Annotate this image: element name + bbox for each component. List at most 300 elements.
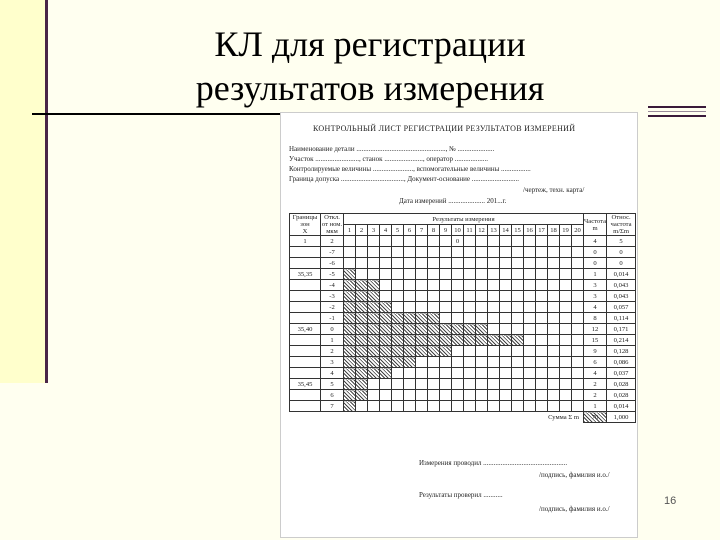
result-cell [464,324,476,335]
result-cell [416,401,428,412]
frequency-cell: 2 [584,379,607,390]
result-cell [548,291,560,302]
result-cell [416,291,428,302]
table-row [290,368,636,379]
result-cell [368,368,380,379]
slide-title-line-2: результатов измерения [195,68,545,108]
result-cell [356,401,368,412]
result-cell [428,280,440,291]
result-cell [548,346,560,357]
result-cell [524,313,536,324]
result-cell [464,368,476,379]
result-cell [500,313,512,324]
relative-frequency-cell: 0,043 [607,280,636,291]
result-cell [536,258,548,269]
result-cell [392,324,404,335]
result-cell [488,379,500,390]
result-cell [344,247,356,258]
result-cell [572,280,584,291]
result-cell [368,269,380,280]
result-cell [440,357,452,368]
result-cell [572,324,584,335]
table-row [290,357,636,368]
frequency-cell: 9 [584,346,607,357]
result-cell [368,302,380,313]
result-cell [572,236,584,247]
zone-cell [290,302,321,313]
result-cell [512,335,524,346]
result-cell [404,247,416,258]
result-cell [488,401,500,412]
result-cell [500,302,512,313]
result-cell [452,368,464,379]
result-cell [524,390,536,401]
result-column-header: 8 [428,225,440,236]
result-cell [452,269,464,280]
result-cell [572,357,584,368]
result-cell [356,324,368,335]
result-cell [512,357,524,368]
result-cell [356,302,368,313]
result-cell [476,258,488,269]
result-cell [368,335,380,346]
result-cell [476,302,488,313]
result-cell [416,368,428,379]
zone-header-label: Границы зон [292,214,318,228]
relative-frequency-cell: 0,028 [607,390,636,401]
result-cell [548,390,560,401]
result-cell [440,390,452,401]
result-cell [380,357,392,368]
result-cell [392,346,404,357]
deviation-cell: 6 [321,390,344,401]
result-cell [536,390,548,401]
result-cell [428,269,440,280]
result-cell [524,379,536,390]
result-cell [536,302,548,313]
result-cell [464,335,476,346]
result-cell [572,302,584,313]
deviation-cell: 4 [321,368,344,379]
sum-label: Сумма Σ m [548,413,579,421]
left-accent-panel [0,0,45,383]
result-cell [392,390,404,401]
result-cell [452,357,464,368]
result-cell [344,390,356,401]
result-cell [356,368,368,379]
result-cell [404,236,416,247]
result-cell [476,291,488,302]
result-cell [548,258,560,269]
result-cell [488,302,500,313]
deviation-cell: 2 [321,346,344,357]
result-cell [512,390,524,401]
result-cell [356,390,368,401]
result-cell [500,258,512,269]
result-cell [572,269,584,280]
table-row [290,379,636,390]
result-cell [392,269,404,280]
table-row [290,302,636,313]
result-cell [524,346,536,357]
result-cell [428,335,440,346]
result-cell [464,280,476,291]
result-cell [428,313,440,324]
table-row [290,390,636,401]
result-cell [464,269,476,280]
result-cell [512,258,524,269]
result-cell [356,236,368,247]
result-cell [356,357,368,368]
relative-frequency-cell: 5 [607,236,636,247]
result-cell [464,302,476,313]
result-cell [404,324,416,335]
result-cell [344,280,356,291]
result-cell [524,335,536,346]
table-row [290,280,636,291]
result-cell [536,313,548,324]
result-cell [548,368,560,379]
result-column-header: 3 [368,225,380,236]
result-column-header: 7 [416,225,428,236]
relative-frequency-cell: 0 [607,247,636,258]
result-column-header: 19 [560,225,572,236]
zone-cell [290,280,321,291]
relative-frequency-cell: 0 [607,258,636,269]
result-cell [464,379,476,390]
result-cell [500,236,512,247]
result-cell [560,302,572,313]
result-cell [404,401,416,412]
result-cell [524,357,536,368]
zone-cell [290,247,321,258]
table-row [290,313,636,324]
result-cell [416,324,428,335]
result-cell [464,357,476,368]
result-cell [380,280,392,291]
zone-cell: 35,45 [290,379,321,390]
zone-header [290,214,321,236]
result-cell [368,357,380,368]
result-cell [524,401,536,412]
result-cell [452,258,464,269]
result-cell [380,324,392,335]
result-cell [368,346,380,357]
result-cell [368,324,380,335]
table-row [290,269,636,280]
title-underline-right [648,106,706,120]
relative-frequency-cell: 0,171 [607,324,636,335]
result-cell [464,291,476,302]
result-cell [428,291,440,302]
result-column-header: 13 [488,225,500,236]
deviation-cell: -1 [321,313,344,324]
result-cell [344,313,356,324]
result-column-header: 6 [404,225,416,236]
result-cell [356,269,368,280]
result-cell [560,335,572,346]
zone-cell [290,346,321,357]
result-cell [476,368,488,379]
result-cell [488,335,500,346]
result-cell [440,236,452,247]
result-column-header: 20 [572,225,584,236]
result-column-header: 11 [464,225,476,236]
checked-signature: /подпись, фамилия и.о./ [539,505,610,513]
meta-line-site: Участок ........................., станок ......................, оператор ................... [289,155,489,163]
frequency-header: Частота m [584,214,607,236]
relative-frequency-cell: 0,037 [607,368,636,379]
result-cell [404,258,416,269]
result-cell [452,247,464,258]
result-column-header: 9 [440,225,452,236]
result-cell [512,236,524,247]
deviation-cell: 1 [321,335,344,346]
result-cell [476,269,488,280]
result-cell [488,368,500,379]
result-cell [344,269,356,280]
deviation-cell: -3 [321,291,344,302]
result-cell [440,368,452,379]
deviation-cell: -5 [321,269,344,280]
result-cell [464,236,476,247]
result-cell [476,379,488,390]
frequency-cell: 3 [584,291,607,302]
result-cell [428,379,440,390]
result-cell [524,324,536,335]
result-cell [500,280,512,291]
result-cell [488,269,500,280]
result-column-header: 2 [356,225,368,236]
deviation-cell: 3 [321,357,344,368]
result-cell [512,368,524,379]
result-cell [560,390,572,401]
result-cell [380,390,392,401]
meta-line-tolerance: Граница допуска ...................................., Документ-основание ........................... [289,175,519,183]
result-cell [512,269,524,280]
result-column-header: 5 [392,225,404,236]
result-cell [380,302,392,313]
result-cell [512,247,524,258]
result-cell [524,368,536,379]
result-cell [572,379,584,390]
slide-title [60,22,680,110]
result-cell [380,313,392,324]
result-cell [536,280,548,291]
page-number: 16 [664,495,677,507]
frequency-cell: 1 [584,269,607,280]
zone-cell [290,335,321,346]
result-column-header: 4 [380,225,392,236]
result-cell [428,324,440,335]
drawing-ref: /чертеж, техн. карта/ [523,186,585,194]
result-cell [344,291,356,302]
result-cell [440,280,452,291]
frequency-cell: 8 [584,313,607,324]
title-underline-left [32,113,282,115]
result-cell [452,401,464,412]
result-cell [416,313,428,324]
zone-cell [290,291,321,302]
result-cell [368,280,380,291]
result-cell [344,346,356,357]
result-cell [416,280,428,291]
result-cell [452,291,464,302]
result-cell [548,401,560,412]
result-cell [416,379,428,390]
zone-cell [290,357,321,368]
result-column-header: 15 [512,225,524,236]
result-cell [344,236,356,247]
result-cell [572,401,584,412]
zone-cell [290,258,321,269]
result-cell [500,269,512,280]
frequency-cell: 4 [584,302,607,313]
result-cell [536,357,548,368]
result-cell [404,335,416,346]
document-heading: КОНТРОЛЬНЫЙ ЛИСТ РЕГИСТРАЦИИ РЕЗУЛЬТАТОВ ИЗМЕРЕНИЙ [313,124,576,133]
result-cell [512,401,524,412]
result-cell [548,247,560,258]
result-cell [392,313,404,324]
result-cell [380,269,392,280]
result-cell [536,269,548,280]
result-cell [476,247,488,258]
result-cell [464,258,476,269]
result-cell [416,335,428,346]
result-cell [464,390,476,401]
result-cell [368,313,380,324]
result-cell [380,368,392,379]
result-cell [488,291,500,302]
frequency-cell: 2 [584,390,607,401]
sum-frequency: 70 [584,412,607,423]
result-cell [428,390,440,401]
result-column-header: 1 [344,225,356,236]
zone-cell [290,390,321,401]
result-cell [404,390,416,401]
result-cell [440,258,452,269]
result-cell [488,247,500,258]
result-column-header: 12 [476,225,488,236]
result-cell [404,269,416,280]
measured-by: Измерения проводил ................................................ [419,459,568,467]
zone-cell: 35,40 [290,324,321,335]
result-cell [452,324,464,335]
result-cell [524,258,536,269]
result-cell [536,291,548,302]
result-cell [500,247,512,258]
table-row [290,324,636,335]
left-accent-line [45,0,48,383]
result-column-header: 10 [452,225,464,236]
result-cell [512,324,524,335]
result-cell [392,236,404,247]
result-cell [440,247,452,258]
deviation-cell: 5 [321,379,344,390]
result-cell [380,346,392,357]
result-cell [440,401,452,412]
result-cell [392,357,404,368]
result-cell [404,346,416,357]
result-cell [404,313,416,324]
result-cell [560,401,572,412]
result-cell [548,236,560,247]
result-cell [572,258,584,269]
result-cell [344,258,356,269]
result-cell [428,346,440,357]
result-cell [392,335,404,346]
table-row [290,401,636,412]
result-cell [500,324,512,335]
result-cell [404,302,416,313]
result-cell [368,247,380,258]
result-cell [560,236,572,247]
result-cell [476,324,488,335]
table-row [290,335,636,346]
result-cell [500,368,512,379]
result-cell [548,269,560,280]
result-cell [440,346,452,357]
result-cell [548,379,560,390]
result-cell [440,302,452,313]
result-cell [380,401,392,412]
table-row [290,346,636,357]
result-cell [572,368,584,379]
result-cell [380,247,392,258]
result-cell [392,258,404,269]
result-cell [404,291,416,302]
result-cell [368,390,380,401]
result-cell [428,401,440,412]
frequency-cell: 15 [584,335,607,346]
result-cell [560,313,572,324]
zone-header-sub: Х [302,228,308,235]
result-cell [380,236,392,247]
result-cell [560,258,572,269]
result-cell [512,291,524,302]
frequency-cell: 0 [584,247,607,258]
result-cell [440,335,452,346]
result-cell [344,335,356,346]
deviation-cell: -4 [321,280,344,291]
frequency-cell: 4 [584,368,607,379]
frequency-cell: 1 [584,401,607,412]
result-cell [392,368,404,379]
result-cell [368,379,380,390]
zone-cell [290,401,321,412]
result-cell [356,335,368,346]
result-cell [488,313,500,324]
result-cell [548,335,560,346]
result-cell [500,357,512,368]
relative-frequency-cell: 0,014 [607,269,636,280]
result-cell [560,291,572,302]
frequency-cell: 6 [584,357,607,368]
deviation-cell: 2 [321,236,344,247]
result-cell [476,335,488,346]
result-cell [488,236,500,247]
result-cell [452,346,464,357]
relative-frequency-cell: 0,128 [607,346,636,357]
result-cell [572,247,584,258]
relative-frequency-cell: 0,043 [607,291,636,302]
result-cell [404,379,416,390]
result-cell [560,368,572,379]
result-cell [368,401,380,412]
result-cell: 0 [452,236,464,247]
result-cell [476,236,488,247]
